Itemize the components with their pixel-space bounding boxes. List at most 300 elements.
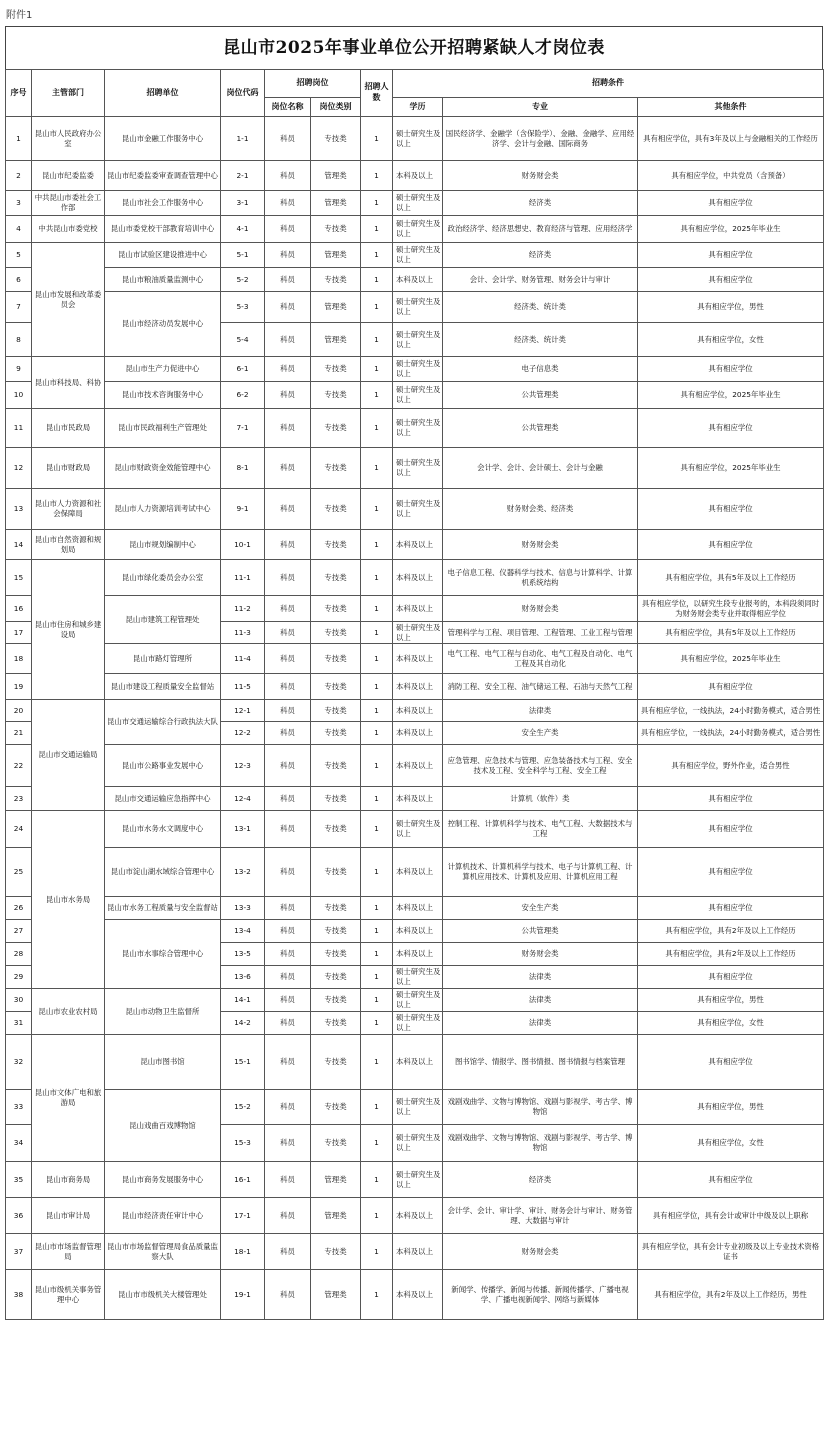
unit-cell: 昆山市淀山湖水域综合管理中心 [105, 848, 221, 897]
dept-cell: 昆山市人民政府办公室 [32, 117, 105, 161]
position-type-cell: 专技类 [311, 674, 361, 700]
major-cell: 消防工程、安全工程、油气储运工程、石油与天然气工程 [443, 674, 638, 700]
education-cell: 硕士研究生及以上 [393, 357, 443, 382]
count-cell: 1 [361, 989, 393, 1012]
table-row [6, 560, 824, 596]
count-cell: 1 [361, 700, 393, 722]
position-type-cell: 专技类 [311, 989, 361, 1012]
seq-cell: 15 [6, 560, 32, 596]
table-row [6, 1090, 824, 1125]
education-cell: 本科及以上 [393, 161, 443, 191]
header-other: 其他条件 [638, 98, 824, 117]
dept-cell: 昆山市民政局 [32, 409, 105, 448]
count-cell: 1 [361, 268, 393, 292]
seq-cell: 37 [6, 1234, 32, 1270]
table-row [6, 448, 824, 489]
major-cell: 会计学、会计、会计硕士、会计与金融 [443, 448, 638, 489]
count-cell: 1 [361, 943, 393, 966]
seq-cell: 23 [6, 787, 32, 811]
position-name-cell: 科员 [265, 989, 311, 1012]
position-type-cell: 管理类 [311, 1270, 361, 1320]
code-cell: 12-1 [221, 700, 265, 722]
education-cell: 硕士研究生及以上 [393, 382, 443, 409]
position-type-cell: 专技类 [311, 745, 361, 787]
code-cell: 12-3 [221, 745, 265, 787]
header-position-group: 招聘岗位 [265, 70, 361, 98]
code-cell: 2-1 [221, 161, 265, 191]
education-cell: 本科及以上 [393, 560, 443, 596]
position-type-cell: 专技类 [311, 1012, 361, 1035]
code-cell: 1-1 [221, 117, 265, 161]
position-type-cell: 专技类 [311, 1035, 361, 1090]
education-cell: 硕士研究生及以上 [393, 622, 443, 644]
position-type-cell: 专技类 [311, 409, 361, 448]
count-cell: 1 [361, 489, 393, 530]
other-conditions-cell: 具有相应学位 [638, 811, 824, 848]
count-cell: 1 [361, 897, 393, 920]
education-cell: 硕士研究生及以上 [393, 966, 443, 989]
seq-cell: 30 [6, 989, 32, 1012]
code-cell: 13-4 [221, 920, 265, 943]
header-major: 专业 [443, 98, 638, 117]
dept-cell: 昆山市文体广电和旅游局 [32, 1035, 105, 1162]
document-table-wrapper [5, 26, 823, 1320]
position-type-cell: 专技类 [311, 560, 361, 596]
seq-cell: 32 [6, 1035, 32, 1090]
unit-cell: 昆山市民政福利生产管理处 [105, 409, 221, 448]
major-cell: 政治经济学、经济思想史、教育经济与管理、应用经济学 [443, 216, 638, 243]
position-type-cell: 管理类 [311, 292, 361, 323]
position-name-cell: 科员 [265, 787, 311, 811]
unit-cell: 昆山市公路事业发展中心 [105, 745, 221, 787]
unit-cell: 昆山市水事综合管理中心 [105, 920, 221, 989]
position-type-cell: 专技类 [311, 382, 361, 409]
education-cell: 本科及以上 [393, 1198, 443, 1234]
other-conditions-cell: 具有相应学位，2025年毕业生 [638, 382, 824, 409]
table-row [6, 1035, 824, 1090]
count-cell: 1 [361, 787, 393, 811]
seq-cell: 33 [6, 1090, 32, 1125]
code-cell: 5-3 [221, 292, 265, 323]
code-cell: 15-2 [221, 1090, 265, 1125]
other-conditions-cell: 具有相应学位，具有2年及以上工作经历 [638, 920, 824, 943]
major-cell: 控制工程、计算机科学与技术、电气工程、大数据技术与工程 [443, 811, 638, 848]
table-row [6, 409, 824, 448]
count-cell: 1 [361, 848, 393, 897]
education-cell: 本科及以上 [393, 596, 443, 622]
position-name-cell: 科员 [265, 897, 311, 920]
education-cell: 本科及以上 [393, 787, 443, 811]
table-row [6, 920, 824, 943]
position-name-cell: 科员 [265, 848, 311, 897]
unit-cell: 昆山市市场监督管理局食品质量监察大队 [105, 1234, 221, 1270]
table-row [6, 897, 824, 920]
position-type-cell: 专技类 [311, 943, 361, 966]
education-cell: 硕士研究生及以上 [393, 243, 443, 268]
other-conditions-cell: 具有相应学位 [638, 674, 824, 700]
table-row [6, 787, 824, 811]
table-row [6, 811, 824, 848]
position-type-cell: 专技类 [311, 848, 361, 897]
other-conditions-cell: 具有相应学位，具有5年及以上工作经历 [638, 622, 824, 644]
count-cell: 1 [361, 674, 393, 700]
other-conditions-cell: 具有相应学位 [638, 243, 824, 268]
other-conditions-cell: 具有相应学位，女性 [638, 1125, 824, 1162]
count-cell: 1 [361, 530, 393, 560]
position-type-cell: 管理类 [311, 1198, 361, 1234]
header-pos-name: 岗位名称 [265, 98, 311, 117]
education-cell: 本科及以上 [393, 897, 443, 920]
code-cell: 10-1 [221, 530, 265, 560]
position-name-cell: 科员 [265, 560, 311, 596]
seq-cell: 35 [6, 1162, 32, 1198]
unit-cell: 昆山市社会工作服务中心 [105, 191, 221, 216]
position-type-cell: 管理类 [311, 243, 361, 268]
header-count: 招聘人数 [361, 70, 393, 117]
position-name-cell: 科员 [265, 382, 311, 409]
major-cell: 计算机（软件）类 [443, 787, 638, 811]
unit-cell: 昆山市水务水文调度中心 [105, 811, 221, 848]
count-cell: 1 [361, 1270, 393, 1320]
table-row [6, 117, 824, 161]
dept-cell: 昆山市人力资源和社会保障局 [32, 489, 105, 530]
seq-cell: 38 [6, 1270, 32, 1320]
unit-cell: 昆山市交通运输综合行政执法大队 [105, 700, 221, 745]
unit-cell: 昆山市生产力促进中心 [105, 357, 221, 382]
seq-cell: 31 [6, 1012, 32, 1035]
seq-cell: 3 [6, 191, 32, 216]
code-cell: 7-1 [221, 409, 265, 448]
dept-cell: 昆山市市场监督管理局 [32, 1234, 105, 1270]
unit-cell: 昆山市动物卫生监督所 [105, 989, 221, 1035]
position-type-cell: 专技类 [311, 489, 361, 530]
position-name-cell: 科员 [265, 943, 311, 966]
position-type-cell: 管理类 [311, 323, 361, 357]
other-conditions-cell: 具有相应学位 [638, 530, 824, 560]
position-type-cell: 专技类 [311, 966, 361, 989]
position-type-cell: 专技类 [311, 920, 361, 943]
major-cell: 会计、会计学、财务管理、财务会计与审计 [443, 268, 638, 292]
count-cell: 1 [361, 357, 393, 382]
table-body [6, 117, 824, 1320]
major-cell: 经济类 [443, 243, 638, 268]
major-cell: 戏剧戏曲学、文物与博物馆、戏剧与影视学、考古学、博物馆 [443, 1090, 638, 1125]
position-name-cell: 科员 [265, 1198, 311, 1234]
position-type-cell: 专技类 [311, 1234, 361, 1270]
major-cell: 经济类 [443, 191, 638, 216]
education-cell: 硕士研究生及以上 [393, 448, 443, 489]
other-conditions-cell: 具有相应学位 [638, 787, 824, 811]
major-cell: 管理科学与工程、项目管理、工程管理、工业工程与管理 [443, 622, 638, 644]
dept-cell: 昆山市审计局 [32, 1198, 105, 1234]
code-cell: 15-1 [221, 1035, 265, 1090]
code-cell: 8-1 [221, 448, 265, 489]
code-cell: 3-1 [221, 191, 265, 216]
position-name-cell: 科员 [265, 357, 311, 382]
major-cell: 安全生产类 [443, 897, 638, 920]
seq-cell: 13 [6, 489, 32, 530]
count-cell: 1 [361, 1125, 393, 1162]
position-type-cell: 专技类 [311, 622, 361, 644]
unit-cell: 昆山市人力资源培训考试中心 [105, 489, 221, 530]
other-conditions-cell: 具有相应学位，一线执法，24小时勤务模式，适合男性 [638, 722, 824, 745]
position-name-cell: 科员 [265, 700, 311, 722]
seq-cell: 6 [6, 268, 32, 292]
seq-cell: 7 [6, 292, 32, 323]
count-cell: 1 [361, 1162, 393, 1198]
table-row [6, 530, 824, 560]
education-cell: 本科及以上 [393, 1234, 443, 1270]
table-row [6, 989, 824, 1012]
major-cell: 财务财会类、经济类 [443, 489, 638, 530]
header-seq: 序号 [6, 70, 32, 117]
position-name-cell: 科员 [265, 191, 311, 216]
unit-cell: 昆山市经济责任审计中心 [105, 1198, 221, 1234]
position-name-cell: 科员 [265, 920, 311, 943]
dept-cell: 昆山市发展和改革委员会 [32, 243, 105, 357]
code-cell: 18-1 [221, 1234, 265, 1270]
count-cell: 1 [361, 292, 393, 323]
table-row [6, 745, 824, 787]
seq-cell: 17 [6, 622, 32, 644]
seq-cell: 12 [6, 448, 32, 489]
table-row [6, 268, 824, 292]
position-type-cell: 专技类 [311, 897, 361, 920]
seq-cell: 21 [6, 722, 32, 745]
seq-cell: 14 [6, 530, 32, 560]
code-cell: 11-3 [221, 622, 265, 644]
unit-cell: 昆山市绿化委员会办公室 [105, 560, 221, 596]
code-cell: 6-1 [221, 357, 265, 382]
table-row [6, 644, 824, 674]
code-cell: 6-2 [221, 382, 265, 409]
other-conditions-cell: 具有相应学位，具有3年及以上与金融相关的工作经历 [638, 117, 824, 161]
education-cell: 硕士研究生及以上 [393, 489, 443, 530]
code-cell: 9-1 [221, 489, 265, 530]
unit-cell: 昆山市路灯管理所 [105, 644, 221, 674]
education-cell: 硕士研究生及以上 [393, 1162, 443, 1198]
seq-cell: 1 [6, 117, 32, 161]
count-cell: 1 [361, 243, 393, 268]
code-cell: 4-1 [221, 216, 265, 243]
count-cell: 1 [361, 596, 393, 622]
other-conditions-cell: 具有相应学位，2025年毕业生 [638, 216, 824, 243]
seq-cell: 36 [6, 1198, 32, 1234]
dept-cell: 中共昆山市委社会工作部 [32, 191, 105, 216]
other-conditions-cell: 具有相应学位 [638, 191, 824, 216]
seq-cell: 5 [6, 243, 32, 268]
table-row [6, 161, 824, 191]
education-cell: 本科及以上 [393, 644, 443, 674]
dept-cell: 中共昆山市委党校 [32, 216, 105, 243]
major-cell: 法律类 [443, 989, 638, 1012]
count-cell: 1 [361, 722, 393, 745]
dept-cell: 昆山市级机关事务管理中心 [32, 1270, 105, 1320]
major-cell: 财务财会类 [443, 1234, 638, 1270]
header-conditions-group: 招聘条件 [393, 70, 824, 98]
position-type-cell: 专技类 [311, 811, 361, 848]
major-cell: 经济类 [443, 1162, 638, 1198]
position-name-cell: 科员 [265, 1090, 311, 1125]
code-cell: 11-2 [221, 596, 265, 622]
position-name-cell: 科员 [265, 1270, 311, 1320]
unit-cell: 昆山市经济动员发展中心 [105, 292, 221, 357]
unit-cell: 昆山市建设工程质量安全监督站 [105, 674, 221, 700]
position-name-cell: 科员 [265, 216, 311, 243]
header-pos-type: 岗位类别 [311, 98, 361, 117]
code-cell: 15-3 [221, 1125, 265, 1162]
position-name-cell: 科员 [265, 1162, 311, 1198]
dept-cell: 昆山市住房和城乡建设局 [32, 560, 105, 700]
code-cell: 17-1 [221, 1198, 265, 1234]
other-conditions-cell: 具有相应学位，2025年毕业生 [638, 644, 824, 674]
dept-cell: 昆山市自然资源和规划局 [32, 530, 105, 560]
position-type-cell: 专技类 [311, 787, 361, 811]
code-cell: 14-1 [221, 989, 265, 1012]
seq-cell: 34 [6, 1125, 32, 1162]
major-cell: 图书馆学、情报学、图书情报、图书情报与档案管理 [443, 1035, 638, 1090]
position-name-cell: 科员 [265, 268, 311, 292]
position-type-cell: 专技类 [311, 216, 361, 243]
table-row [6, 848, 824, 897]
other-conditions-cell: 具有相应学位，具有2年及以上工作经历 [638, 943, 824, 966]
education-cell: 本科及以上 [393, 1270, 443, 1320]
education-cell: 本科及以上 [393, 530, 443, 560]
seq-cell: 10 [6, 382, 32, 409]
code-cell: 5-4 [221, 323, 265, 357]
code-cell: 5-2 [221, 268, 265, 292]
count-cell: 1 [361, 644, 393, 674]
code-cell: 13-6 [221, 966, 265, 989]
dept-cell: 昆山市农业农村局 [32, 989, 105, 1035]
unit-cell: 昆山市纪委监委审查调查管理中心 [105, 161, 221, 191]
other-conditions-cell: 具有相应学位 [638, 1162, 824, 1198]
unit-cell: 昆山市交通运输应急指挥中心 [105, 787, 221, 811]
major-cell: 财务财会类 [443, 943, 638, 966]
major-cell: 应急管理、应急技术与管理、应急装备技术与工程、安全技术及工程、安全科学与工程、安全工程 [443, 745, 638, 787]
count-cell: 1 [361, 1198, 393, 1234]
position-type-cell: 专技类 [311, 644, 361, 674]
other-conditions-cell: 具有相应学位 [638, 489, 824, 530]
code-cell: 12-2 [221, 722, 265, 745]
education-cell: 硕士研究生及以上 [393, 191, 443, 216]
count-cell: 1 [361, 560, 393, 596]
seq-cell: 25 [6, 848, 32, 897]
education-cell: 硕士研究生及以上 [393, 409, 443, 448]
major-cell: 公共管理类 [443, 409, 638, 448]
table-row [6, 1198, 824, 1234]
education-cell: 本科及以上 [393, 943, 443, 966]
table-row [6, 191, 824, 216]
count-cell: 1 [361, 622, 393, 644]
table-row [6, 1162, 824, 1198]
dept-cell: 昆山市交通运输局 [32, 700, 105, 811]
position-name-cell: 科员 [265, 622, 311, 644]
education-cell: 本科及以上 [393, 920, 443, 943]
count-cell: 1 [361, 811, 393, 848]
other-conditions-cell: 具有相应学位，2025年毕业生 [638, 448, 824, 489]
other-conditions-cell: 具有相应学位，野外作业，适合男性 [638, 745, 824, 787]
seq-cell: 16 [6, 596, 32, 622]
unit-cell: 昆山市财政资金效能管理中心 [105, 448, 221, 489]
major-cell: 国民经济学、金融学（含保险学）、金融、金融学、应用经济学、会计与金融、国际商务 [443, 117, 638, 161]
unit-cell: 昆山市图书馆 [105, 1035, 221, 1090]
position-name-cell: 科员 [265, 117, 311, 161]
code-cell: 5-1 [221, 243, 265, 268]
code-cell: 13-2 [221, 848, 265, 897]
table-row [6, 1234, 824, 1270]
count-cell: 1 [361, 161, 393, 191]
major-cell: 戏剧戏曲学、文物与博物馆、戏剧与影视学、考古学、博物馆 [443, 1125, 638, 1162]
table-row [6, 382, 824, 409]
other-conditions-cell: 具有相应学位 [638, 1035, 824, 1090]
seq-cell: 22 [6, 745, 32, 787]
position-type-cell: 管理类 [311, 191, 361, 216]
position-name-cell: 科员 [265, 811, 311, 848]
dept-cell: 昆山市财政局 [32, 448, 105, 489]
other-conditions-cell: 具有相应学位，男性 [638, 989, 824, 1012]
header-dept: 主管部门 [32, 70, 105, 117]
education-cell: 硕士研究生及以上 [393, 989, 443, 1012]
education-cell: 本科及以上 [393, 1035, 443, 1090]
unit-cell: 昆山市金融工作服务中心 [105, 117, 221, 161]
education-cell: 本科及以上 [393, 745, 443, 787]
other-conditions-cell: 具有相应学位，具有5年及以上工作经历 [638, 560, 824, 596]
position-name-cell: 科员 [265, 722, 311, 745]
seq-cell: 20 [6, 700, 32, 722]
position-name-cell: 科员 [265, 674, 311, 700]
education-cell: 硕士研究生及以上 [393, 117, 443, 161]
code-cell: 11-5 [221, 674, 265, 700]
other-conditions-cell: 具有相应学位 [638, 409, 824, 448]
education-cell: 本科及以上 [393, 848, 443, 897]
position-name-cell: 科员 [265, 161, 311, 191]
code-cell: 13-5 [221, 943, 265, 966]
other-conditions-cell: 具有相应学位，具有2年及以上工作经历，男性 [638, 1270, 824, 1320]
education-cell: 本科及以上 [393, 700, 443, 722]
table-row [6, 489, 824, 530]
table-row [6, 674, 824, 700]
count-cell: 1 [361, 382, 393, 409]
code-cell: 11-1 [221, 560, 265, 596]
position-name-cell: 科员 [265, 596, 311, 622]
dept-cell: 昆山市科技局、科协 [32, 357, 105, 409]
dept-cell: 昆山市商务局 [32, 1162, 105, 1198]
document-title: 昆山市2025年事业单位公开招聘紧缺人才岗位表 [5, 26, 823, 69]
education-cell: 本科及以上 [393, 722, 443, 745]
count-cell: 1 [361, 1012, 393, 1035]
position-name-cell: 科员 [265, 530, 311, 560]
position-type-cell: 专技类 [311, 530, 361, 560]
recruitment-table [5, 69, 824, 1320]
education-cell: 硕士研究生及以上 [393, 292, 443, 323]
count-cell: 1 [361, 191, 393, 216]
other-conditions-cell: 具有相应学位，男性 [638, 292, 824, 323]
major-cell: 公共管理类 [443, 920, 638, 943]
other-conditions-cell: 具有相应学位，女性 [638, 1012, 824, 1035]
seq-cell: 11 [6, 409, 32, 448]
major-cell: 电气工程、电气工程与自动化、电气工程及自动化、电气工程及其自动化 [443, 644, 638, 674]
major-cell: 电子信息类 [443, 357, 638, 382]
major-cell: 安全生产类 [443, 722, 638, 745]
position-type-cell: 专技类 [311, 1090, 361, 1125]
position-name-cell: 科员 [265, 1234, 311, 1270]
other-conditions-cell: 具有相应学位 [638, 897, 824, 920]
position-type-cell: 管理类 [311, 161, 361, 191]
count-cell: 1 [361, 745, 393, 787]
other-conditions-cell: 具有相应学位，中共党员（含预备） [638, 161, 824, 191]
table-row [6, 1270, 824, 1320]
